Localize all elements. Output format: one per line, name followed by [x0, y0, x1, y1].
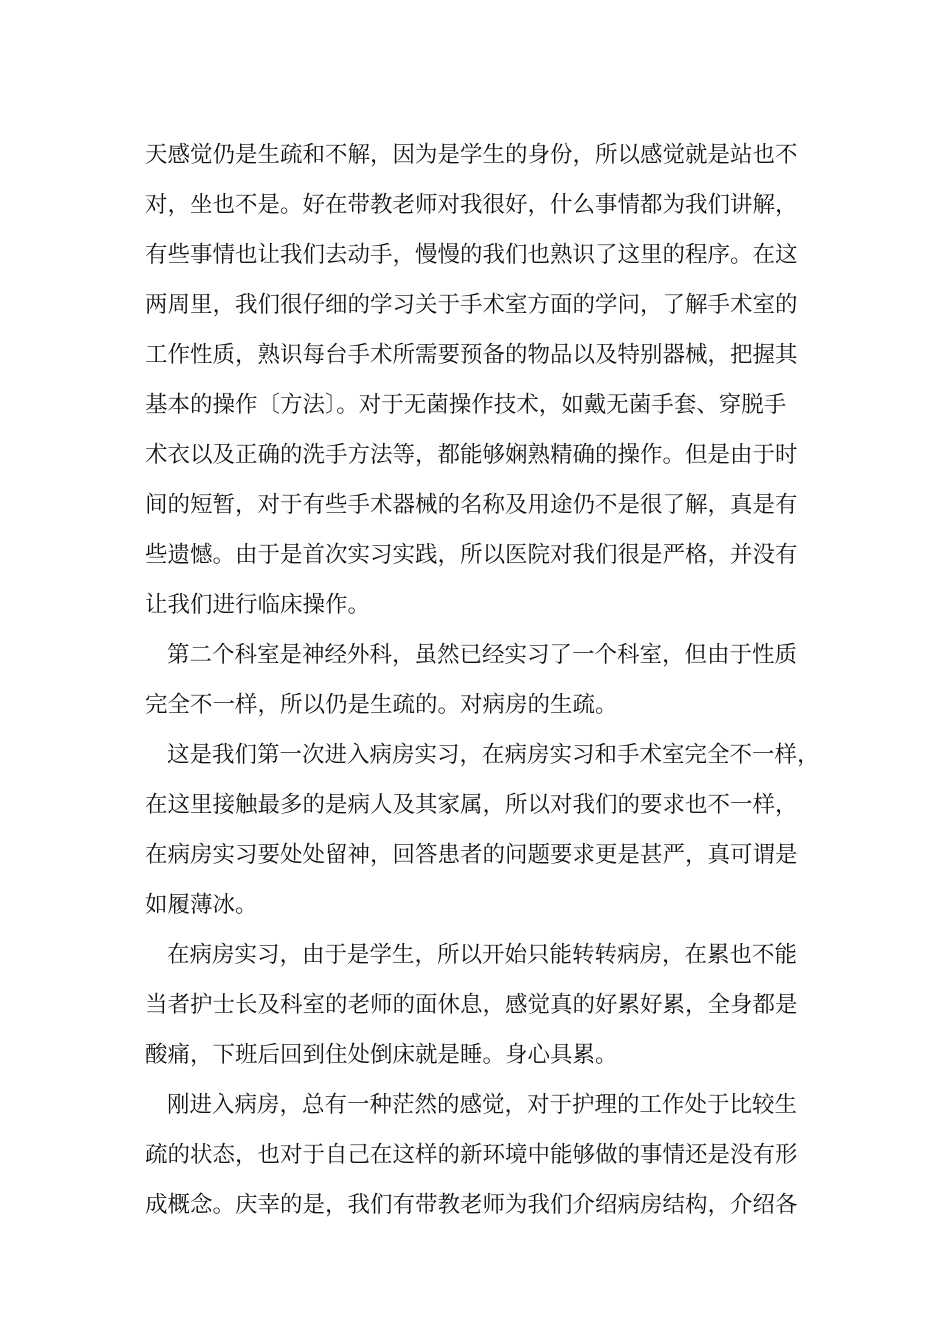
text-line: 完全不一样，所以仍是生疏的。对病房的生疏。	[145, 692, 618, 718]
text-line: 让我们进行临床操作。	[145, 592, 371, 618]
text-line: 工作性质，熟识每台手术所需要预备的物品以及特别器械，把握其	[145, 342, 798, 368]
text-line: 基本的操作〔方法〕。对于无菌操作技术，如戴无菌手套、穿脱手	[145, 392, 787, 418]
text-line: 成概念。庆幸的是，我们有带教老师为我们介绍病房结构，介绍各	[145, 1192, 798, 1218]
text-line: 有些事情也让我们去动手，慢慢的我们也熟识了这里的程序。在这	[145, 242, 798, 268]
text-line: 天感觉仍是生疏和不解，因为是学生的身份，所以感觉就是站也不	[145, 142, 798, 168]
text-line: 疏的状态，也对于自己在这样的新环境中能够做的事情还是没有形	[145, 1142, 798, 1168]
text-line: 对，坐也不是。好在带教老师对我很好，什么事情都为我们讲解，	[145, 192, 798, 218]
text-line: 间的短暂，对于有些手术器械的名称及用途仍不是很了解，真是有	[145, 492, 798, 518]
text-line: 些遗憾。由于是首次实习实践，所以医院对我们很是严格，并没有	[145, 542, 798, 568]
text-line: 当者护士长及科室的老师的面休息，感觉真的好累好累，全身都是	[145, 992, 798, 1018]
text-line: 如履薄冰。	[145, 892, 258, 918]
text-line: 在这里接触最多的是病人及其家属，所以对我们的要求也不一样，	[145, 792, 798, 818]
text-line: 在病房实习要处处留神，回答患者的问题要求更是甚严，真可谓是	[145, 842, 798, 868]
text-line: 两周里，我们很仔细的学习关于手术室方面的学问，了解手术室的	[145, 292, 798, 318]
paragraph-start-line: 第二个科室是神经外科，虽然已经实习了一个科室，但由于性质	[167, 642, 798, 668]
paragraph-start-line: 这是我们第一次进入病房实习，在病房实习和手术室完全不一样，	[167, 742, 820, 768]
paragraph-start-line: 在病房实习，由于是学生，所以开始只能转转病房，在累也不能	[167, 942, 798, 968]
document-body	[145, 130, 820, 1230]
text-line: 术衣以及正确的洗手方法等，都能够娴熟精确的操作。但是由于时	[145, 442, 798, 468]
text-line: 酸痛，下班后回到住处倒床就是睡。身心具累。	[145, 1042, 618, 1068]
paragraph-start-line: 刚进入病房，总有一种茫然的感觉，对于护理的工作处于比较生	[167, 1092, 798, 1118]
